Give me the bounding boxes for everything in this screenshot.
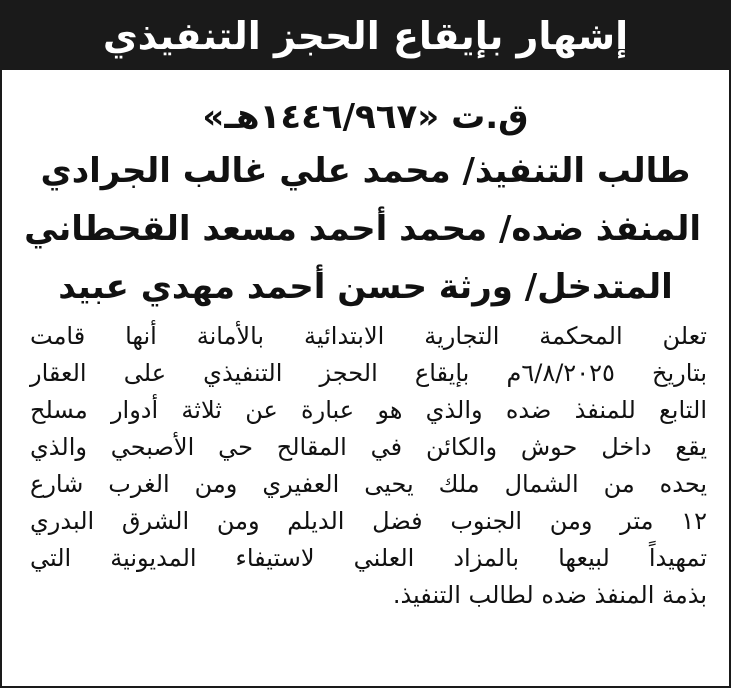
case-number: ق.ت «١٤٤٦/٩٦٧هـ» xyxy=(202,97,529,137)
notice-body xyxy=(2,316,729,614)
body-line: يحده من الشمال ملك يحيى العفيري ومن الغرب شارع xyxy=(30,470,707,498)
enforcement-requester: طالب التنفيذ/ محمد علي غالب الجرادي xyxy=(40,151,691,191)
notice-header-bar xyxy=(2,2,729,70)
body-line: ١٢ متر ومن الجنوب فضل الديلم ومن الشرق البدري xyxy=(30,507,707,535)
intervener: المتدخل/ ورثة حسن أحمد مهدي عبيد xyxy=(58,267,673,307)
body-line: يقع داخل حوش والكائن في المقالح حي الأصبحي والذي xyxy=(30,433,707,461)
body-line: بذمة المنفذ ضده لطالب التنفيذ. xyxy=(392,581,707,609)
body-line: تعلن المحكمة التجارية الابتدائية بالأمانة أنها قامت xyxy=(30,322,707,350)
case-details xyxy=(2,70,729,316)
body-line: تمهيداً لبيعها بالمزاد العلني لاستيفاء المديونية التي xyxy=(30,544,707,572)
body-line: بتاريخ ٦/٨/٢٠٢٥م بإيقاع الحجز التنفيذي على العقار xyxy=(30,359,707,387)
enforced-against: المنفذ ضده/ محمد أحمد مسعد القحطاني xyxy=(24,209,701,249)
notice-title: إشهار بإيقاع الحجز التنفيذي xyxy=(102,14,629,58)
body-line: التابع للمنفذ ضده والذي هو عبارة عن ثلاثة أدوار مسلح xyxy=(30,396,707,424)
